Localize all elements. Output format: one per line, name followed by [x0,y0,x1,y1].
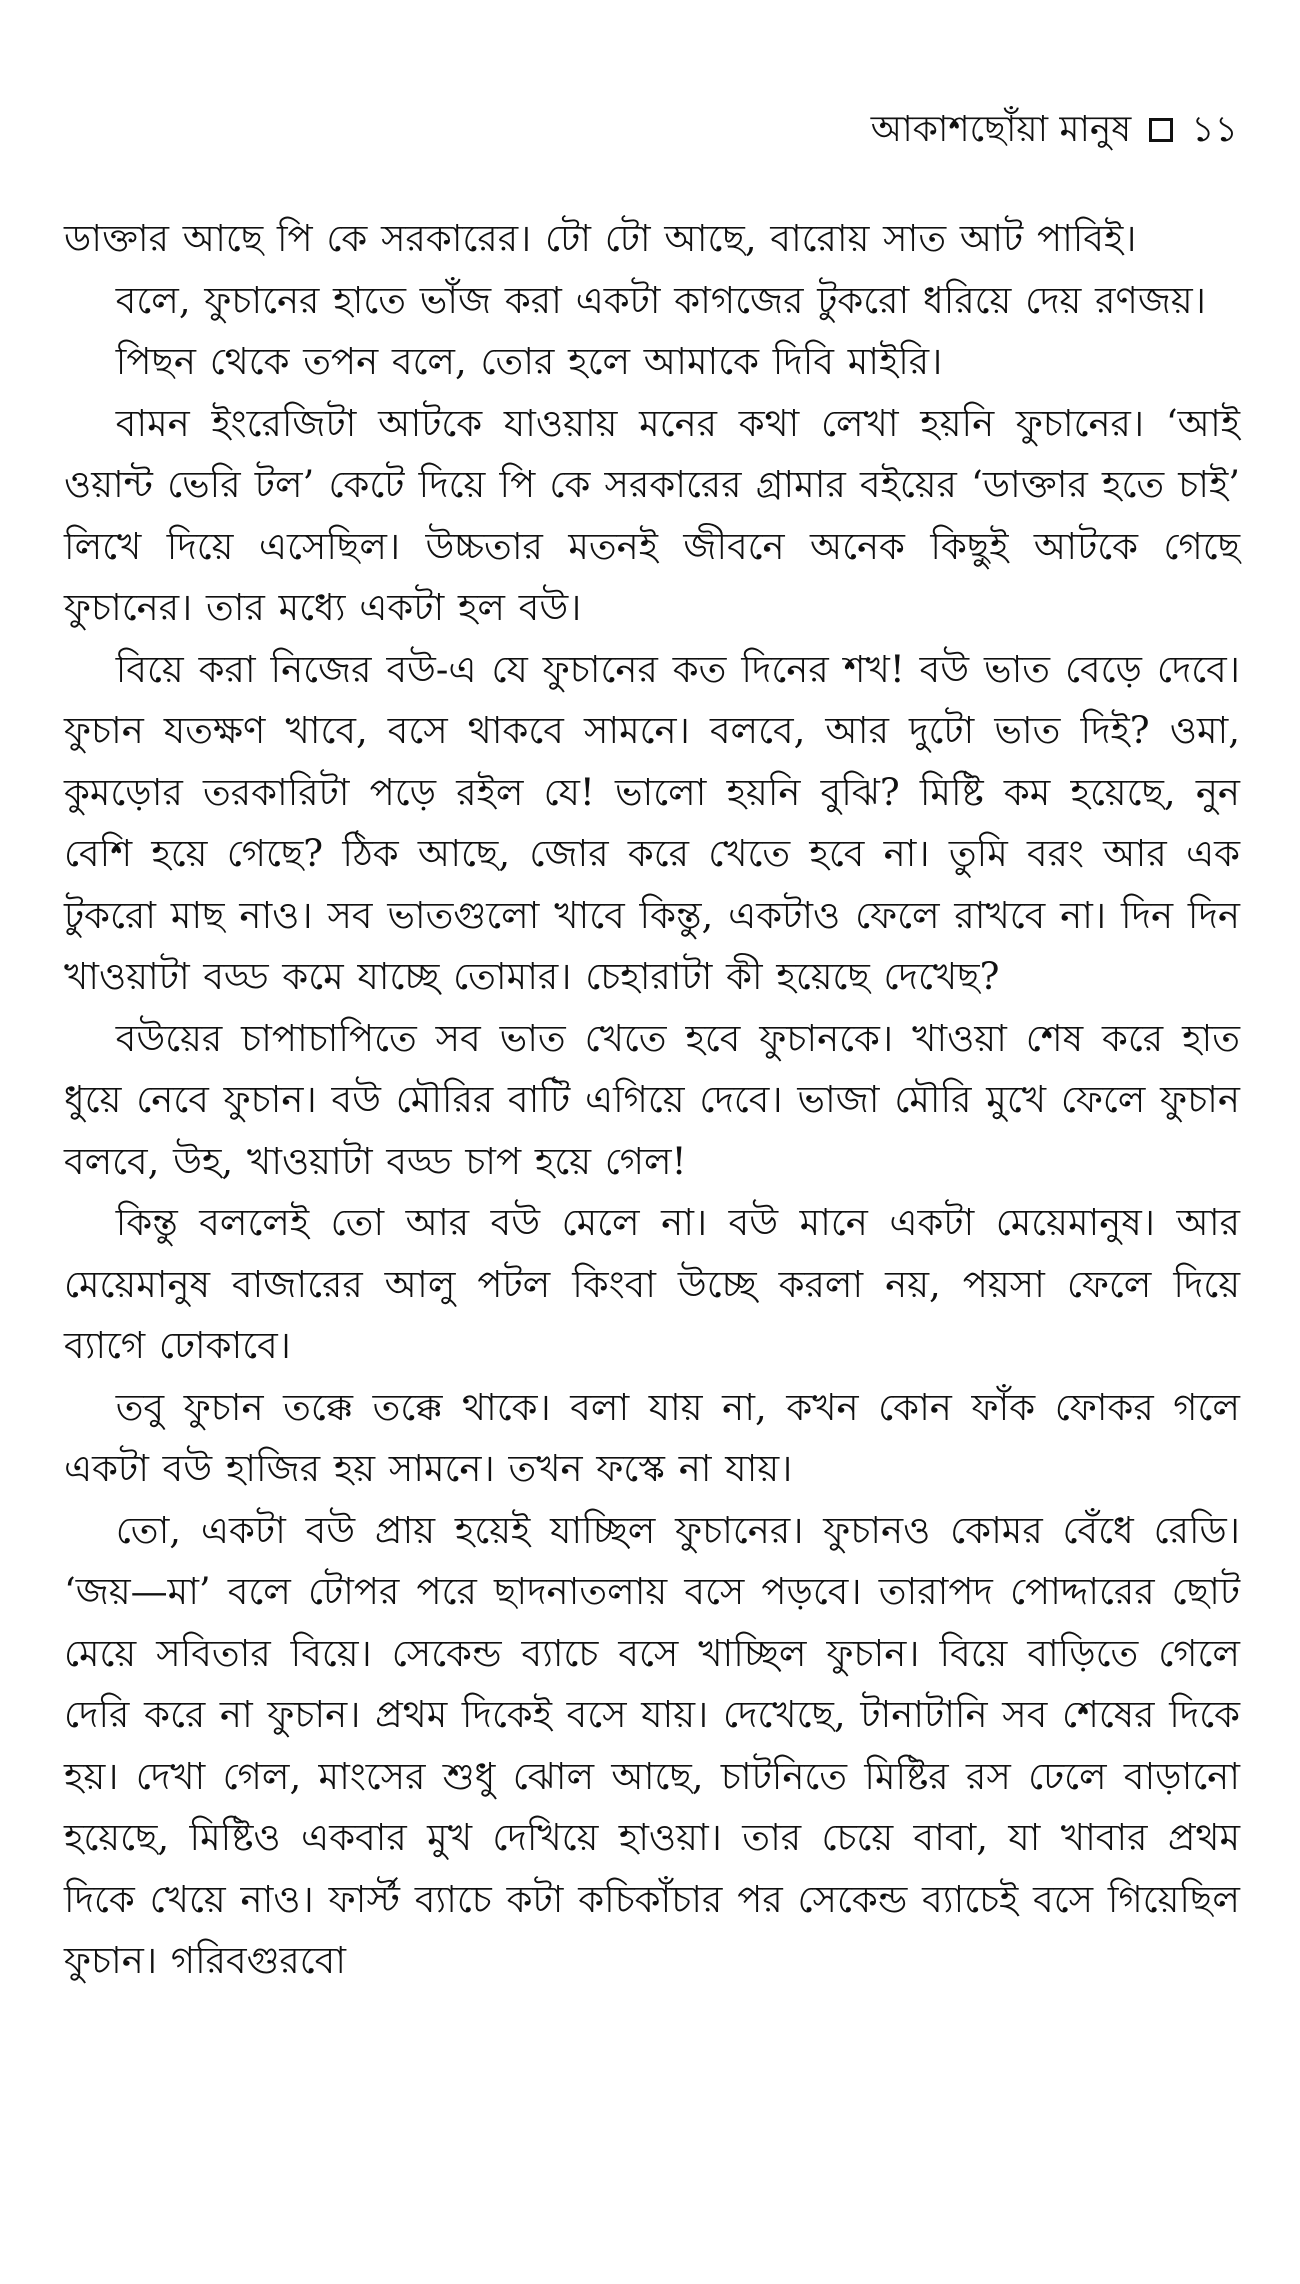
paragraph: কিন্তু বললেই তো আর বউ মেলে না। বউ মানে একটা মেয়েমানুষ। আর মেয়েমানুষ বাজারের আলু পটল কিংবা উচ্ছে করলা নয়, পয়সা ফেলে দিয়ে ব্যাগে ঢোকাবে। [64,1201,1241,1367]
paragraph: বউয়ের চাপাচাপিতে সব ভাত খেতে হবে ফুচানকে। খাওয়া শেষ করে হাত ধুয়ে নেবে ফুচান। বউ মৌরির বাটি এগিয়ে দেবে। ভাজা মৌরি মুখে ফেলে ফুচান বলবে, উহ, খাওয়াটা বড্ড চাপ হয়ে গেল! [64,1016,1240,1183]
paragraph: তবু ফুচান তক্কে তক্কে থাকে। বলা যায় না, কখন কোন ফাঁক ফোকর গলে একটা বউ হাজির হয় সামনে। তখন ফস্কে না যায়। [64,1385,1240,1490]
paragraph: বলে, ফুচানের হাতে ভাঁজ করা একটা কাগজের টুকরো ধরিয়ে দেয় রণজয়। [115,278,1206,322]
body-text [64,208,1240,1992]
paragraph: বামন ইংরেজিটা আটকে যাওয়ায় মনের কথা লেখা হয়নি ফুচানের। ‘আই ওয়ান্ট ভেরি টল’ কেটে দিয়ে পি কে সরকারের গ্রামার বইয়ের ‘ডাক্তার হতে চাই’ লিখে দিয়ে এসেছিল। উচ্চতার মতনই জীবনে অনেক কিছুই আটকে গেছে ফুচানের। তার মধ্যে একটা হল বউ। [64,401,1240,629]
book-title: আকাশছোঁয়া মানুষ [870,109,1132,150]
page-number: ১১ [1191,109,1238,150]
paragraph: পিছন থেকে তপন বলে, তোর হলে আমাকে দিবি মাইরি। [115,340,943,383]
paragraph: বিয়ে করা নিজের বউ-এ যে ফুচানের কত দিনের শখ! বউ ভাত বেড়ে দেবে। ফুচান যতক্ষণ খাবে, বসে থাকবে সামনে। বলবে, আর দুটো ভাত দিই? ওমা, কুমড়োর তরকারিটা পড়ে রইল যে! ভালো হয়নি বুঝি? মিষ্টি কম হয়েছে, নুন বেশি হয়ে গেছে? ঠিক আছে, জোর করে খেতে হবে না। তুমি বরং আর এক টুকরো মাছ নাও। সব ভাতগুলো খাবে কিন্তু, একটাও ফেলে রাখবে না। দিন দিন খাওয়াটা বড্ড কমে যাচ্ছে তোমার। চেহারাটা কী হয়েছে দেখেছ? [64,647,1240,998]
paragraph: ডাক্তার আছে পি কে সরকারের। টো টো আছে, বারোয় সাত আট পাবিই। [64,217,1137,260]
paragraph: তো, একটা বউ প্রায় হয়েই যাচ্ছিল ফুচানের। ফুচানও কোমর বেঁধে রেডি। ‘জয়—মা’ বলে টোপর পরে ছাদনাতলায় বসে পড়বে। তারাপদ পোদ্দারের ছোট মেয়ে সবিতার বিয়ে। সেকেন্ড ব্যাচে বসে খাচ্ছিল ফুচান। বিয়ে বাড়িতে গেলে দেরি করে না ফুচান। প্রথম দিকেই বসে যায়। দেখেছে, টানাটানি সব শেষের দিকে হয়। দেখা গেল, মাংসের শুধু ঝোল আছে, চাটনিতে মিষ্টির রস ঢেলে বাড়ানো হয়েছে, মিষ্টিও একবার মুখ দেখিয়ে হাওয়া। তার চেয়ে বাবা, যা খাবার প্রথম দিকে খেয়ে নাও। ফার্স্ট ব্যাচে কটা কচিকাঁচার পর সেকেন্ড ব্যাচেই বসে গিয়েছিল ফুচান। গরিবগুরবো [64,1508,1240,1982]
box-icon [1149,118,1173,142]
running-header [871,108,1238,152]
